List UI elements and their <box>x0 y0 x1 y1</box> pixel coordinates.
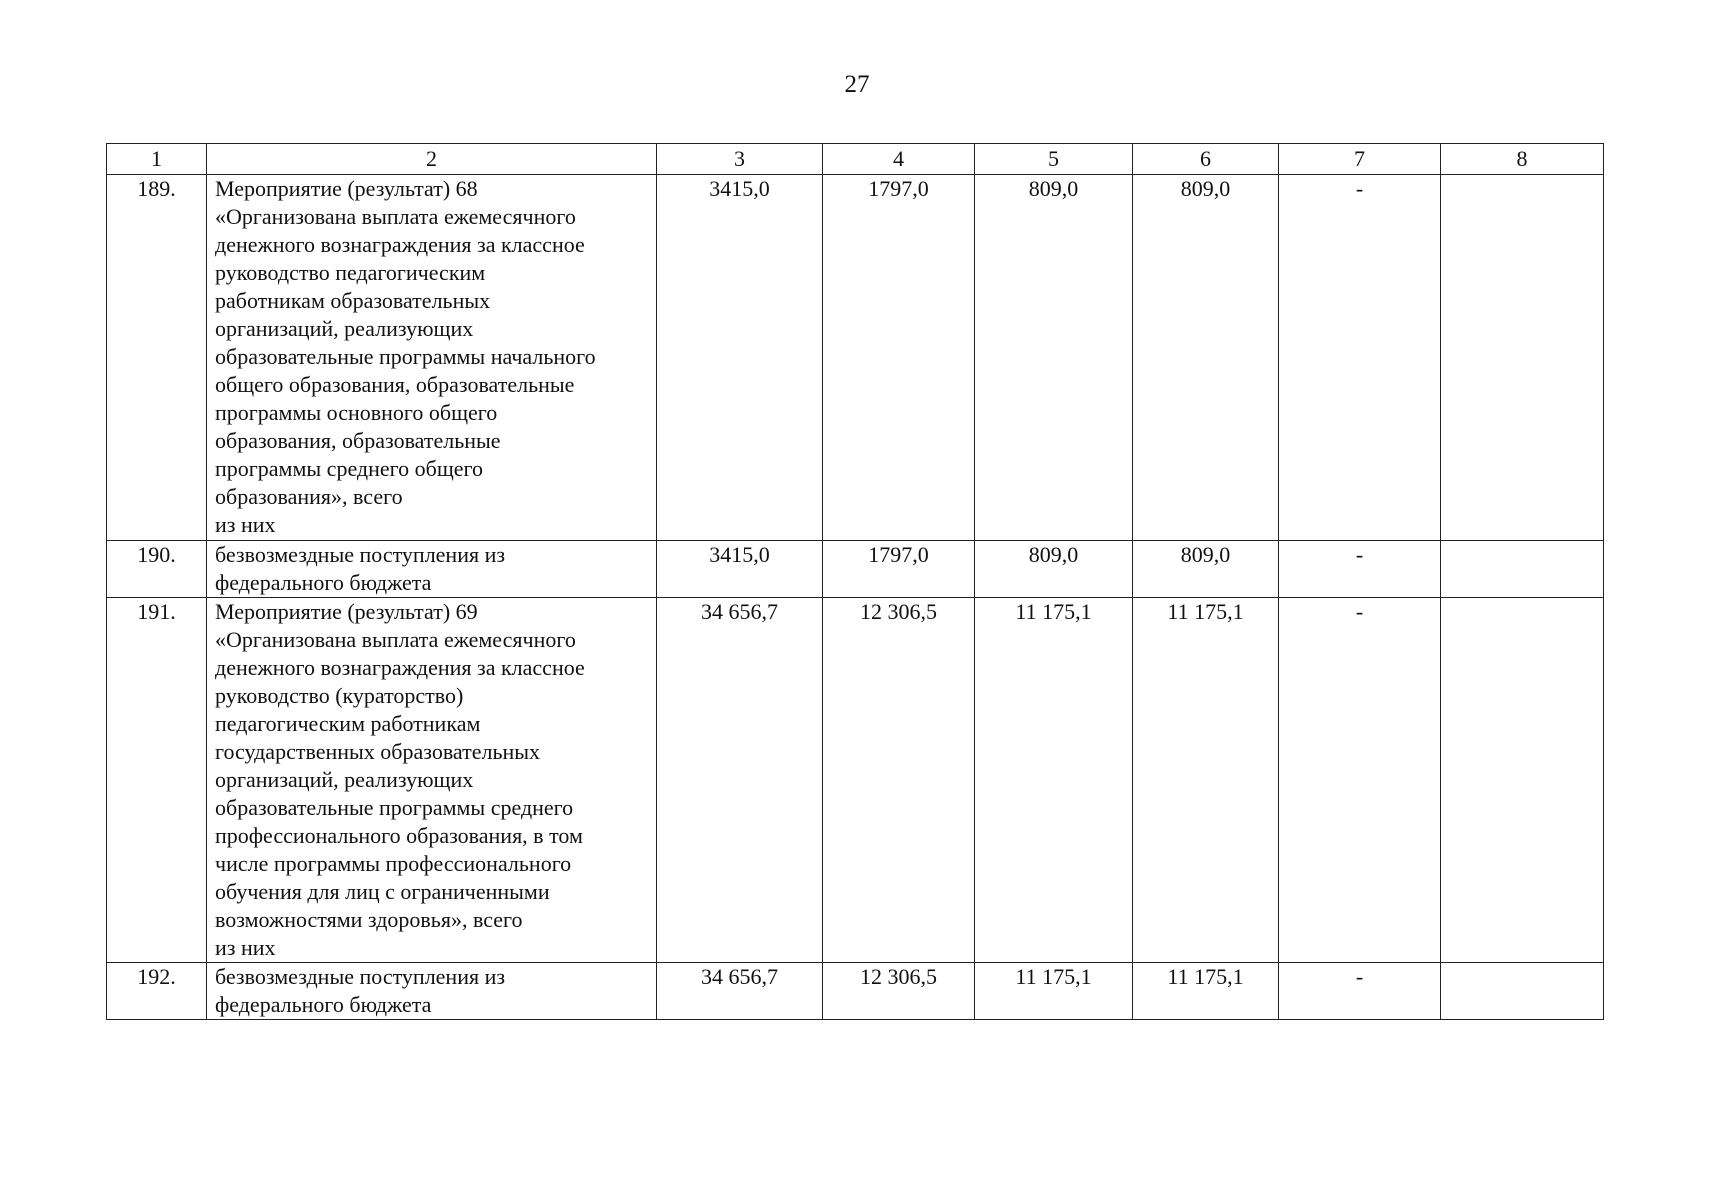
column-header: 6 <box>1133 144 1279 175</box>
cell-col5: 809,0 <box>975 541 1133 598</box>
cell-col3: 34 656,7 <box>657 598 823 963</box>
cell-col4: 12 306,5 <box>823 598 975 963</box>
cell-col3: 3415,0 <box>657 175 823 541</box>
row-description: Мероприятие (результат) 69 «Организована выплата ежемесячного денежного вознаграждения за классное руководство (кураторство) педагогическим работникам государственных образовательных организаций, реализующих образовательные программы среднего профессионального образования, в том числе программы профессионального обучения для лиц с ограниченными возможностями здоровья», всего из них <box>207 598 657 963</box>
column-header: 3 <box>657 144 823 175</box>
row-number: 191. <box>107 598 207 963</box>
cell-col5: 11 175,1 <box>975 963 1133 1020</box>
table-row <box>107 541 1604 598</box>
row-description: безвозмездные поступления из федерального бюджета <box>207 541 657 598</box>
column-header: 5 <box>975 144 1133 175</box>
cell-col5: 11 175,1 <box>975 598 1133 963</box>
cell-col6: 809,0 <box>1133 175 1279 541</box>
row-number: 189. <box>107 175 207 541</box>
header-row <box>107 144 1604 175</box>
column-header: 7 <box>1279 144 1441 175</box>
row-description: Мероприятие (результат) 68 «Организована выплата ежемесячного денежного вознаграждения за классное руководство педагогическим работникам образовательных организаций, реализующих образовательные программы начального общего образования, образовательные программы основного общего образования, образовательные программы среднего общего образования», всего из них <box>207 175 657 541</box>
cell-col7: - <box>1279 963 1441 1020</box>
column-header: 2 <box>207 144 657 175</box>
cell-col8 <box>1441 598 1604 963</box>
cell-col6: 11 175,1 <box>1133 598 1279 963</box>
cell-col4: 12 306,5 <box>823 963 975 1020</box>
cell-col8 <box>1441 963 1604 1020</box>
cell-col5: 809,0 <box>975 175 1133 541</box>
table-row <box>107 598 1604 963</box>
column-header: 8 <box>1441 144 1604 175</box>
cell-col3: 3415,0 <box>657 541 823 598</box>
cell-col7: - <box>1279 541 1441 598</box>
cell-col7: - <box>1279 175 1441 541</box>
cell-col7: - <box>1279 598 1441 963</box>
cell-col8 <box>1441 175 1604 541</box>
cell-col4: 1797,0 <box>823 175 975 541</box>
cell-col8 <box>1441 541 1604 598</box>
table-row <box>107 175 1604 541</box>
column-header: 1 <box>107 144 207 175</box>
column-header: 4 <box>823 144 975 175</box>
table-row <box>107 963 1604 1020</box>
cell-col4: 1797,0 <box>823 541 975 598</box>
cell-col6: 11 175,1 <box>1133 963 1279 1020</box>
row-number: 192. <box>107 963 207 1020</box>
page-number: 27 <box>844 71 870 98</box>
budget-table <box>106 143 1604 1020</box>
cell-col3: 34 656,7 <box>657 963 823 1020</box>
cell-col6: 809,0 <box>1133 541 1279 598</box>
row-number: 190. <box>107 541 207 598</box>
row-description: безвозмездные поступления из федерального бюджета <box>207 963 657 1020</box>
